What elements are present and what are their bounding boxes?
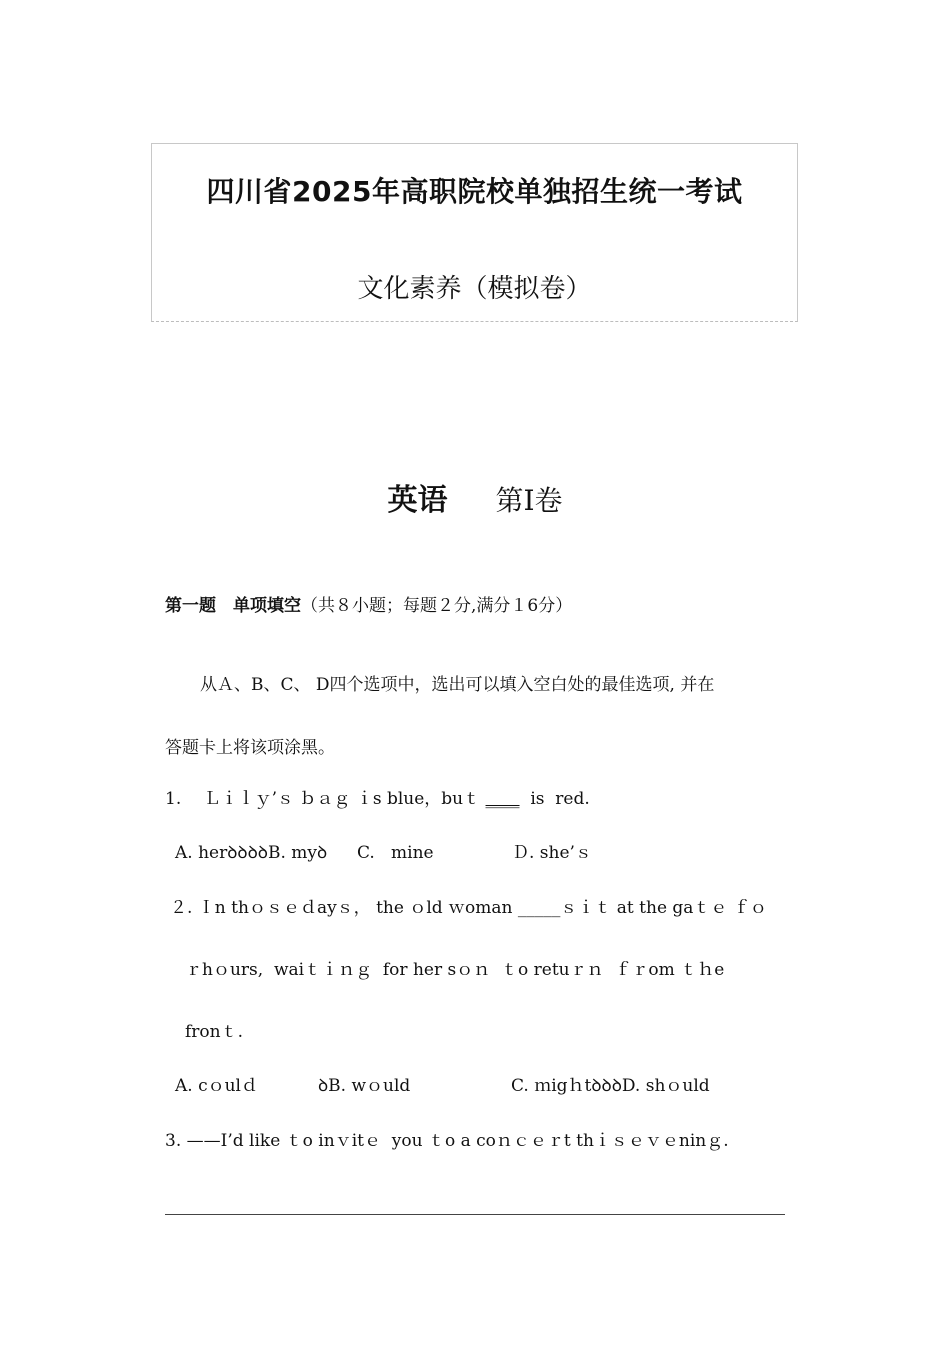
question-3-line-1: 3. ——I’d like ｔo inｖitｅ you ｔo a coｎｃｅｒt thｉｓｅｖｅninｇ.	[165, 1131, 729, 1151]
question-1-options	[175, 838, 592, 863]
section-heading	[0, 475, 950, 519]
title-box	[151, 143, 798, 322]
question-2-line-1: ２. Ｉn thｏｓｅｄayｓ， the ｏld ｗoman _____ｓｉｔ at the gaｔｅ ｆｏ	[170, 898, 767, 918]
part-title-detail: （共８小题；每题２分,满分１6分）	[301, 596, 573, 616]
question-1-option-d: Ｄ. she’ｓ	[512, 843, 592, 863]
instruction-line-1: 从Ａ、B、C、 D四个选项中，选出可以填入空白处的最佳选项, 并在	[200, 675, 715, 695]
question-1-blank: ____	[485, 789, 520, 809]
subject-label: 英语	[387, 483, 448, 518]
question-1-prefix: 1. Ｌｉｌｙ’ｓ ｂａｇ ｉs blue，buｔ	[165, 789, 486, 809]
question-2-option-cd: C. ｍigｈtꝺꝺꝺD. shｏuld	[511, 1076, 710, 1096]
question-1	[165, 784, 590, 809]
volume-label: 第Ⅰ卷	[495, 484, 563, 517]
part-title	[165, 591, 572, 616]
part-title-bold: 第一题 单项填空	[165, 596, 301, 616]
footer-divider	[165, 1214, 785, 1215]
instruction-line-2: 答题卡上将该项涂黑。	[165, 738, 335, 758]
exam-subtitle: 文化素养（模拟卷）	[357, 274, 592, 304]
question-2-options	[175, 1071, 710, 1096]
question-2-line-2: ｒhｏurs, waiｔｉｎｇ for her sｏｎ ｔo retuｒｎ ｆｒom ｔｈe	[185, 960, 725, 980]
question-2-line-3: fronｔ.	[185, 1022, 244, 1042]
question-1-option-c: C. mine	[357, 843, 434, 863]
question-1-option-ab: A. herꝺꝺꝺꝺB. myꝺ	[175, 843, 328, 863]
question-1-suffix: is red.	[519, 789, 590, 809]
question-2-option-a: A. cｏulｄ	[175, 1076, 258, 1096]
exam-title: 四川省2025年高职院校单独招生统一考试	[206, 175, 743, 208]
question-2-option-b: ꝺB. wｏuld	[318, 1076, 411, 1096]
